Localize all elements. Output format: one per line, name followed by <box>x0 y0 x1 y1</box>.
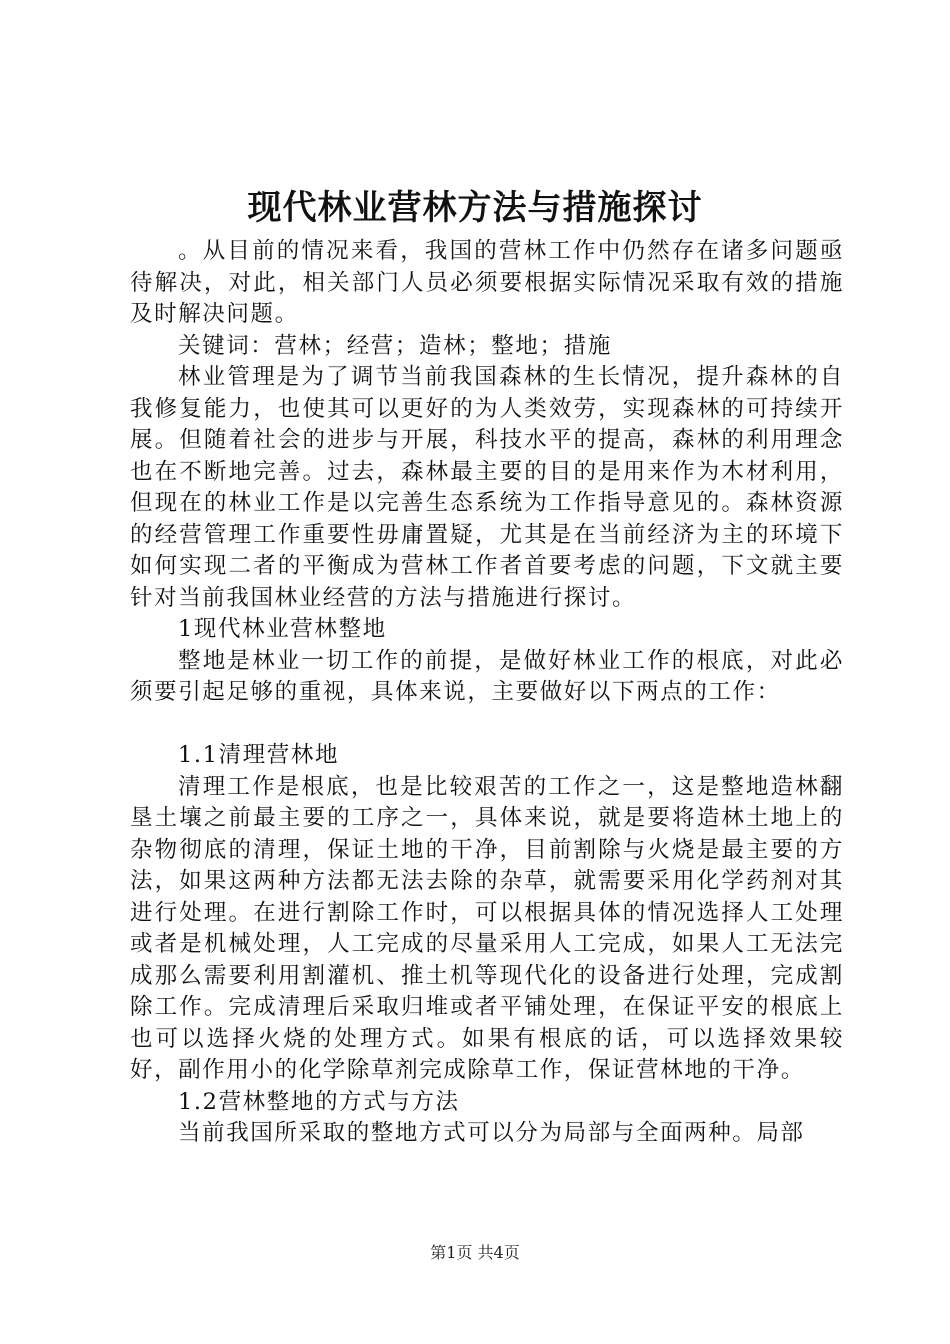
blank-line <box>130 709 844 741</box>
keywords-line: 关键词：营林；经营；造林；整地；措施 <box>178 332 612 359</box>
section-heading-1-2: 1.2营林整地的方式与方法 <box>178 1088 460 1115</box>
section-heading-1-1: 1.1清理营林地 <box>178 742 340 768</box>
page-number-footer: 第1页 共4页 <box>430 1243 520 1262</box>
section-1-paragraph: 整地是林业一切工作的前提，是做好林业工作的根底，对此必须要引起足够的重视，具体来说，主要做好以下两点的工作： <box>130 647 844 705</box>
section-heading-1: 1现代林业营林整地 <box>178 616 387 642</box>
section-1-2-paragraph: 当前我国所采取的整地方式可以分为局部与全面两种。局部 <box>178 1120 805 1146</box>
section-1-1-paragraph: 清理工作是根底，也是比较艰苦的工作之一，这是整地造林翻垦土壤之前最主要的工序之一，具体来说，就是要将造林土地上的杂物彻底的清理，保证土地的干净，目前割除与火烧是最主要的方法，如果这两种方法都无法去除的杂草，就需要采用化学药剂对其进行处理。在进行割除工作时，可以根据具体的情况选择人工处理或者是机械处理，人工完成的尽量采用人工完成，如果人工无法完成那么需要利用割灌机、推土机等现代化的设备进行处理，完成割除工作。完成清理后采取归堆或者平铺处理，在保证平安的根底上也可以选择火烧的处理方式。如果有根底的话，可以选择效果较好，副作用小的化学除草剂完成除草工作，保证营林地的干净。 <box>130 773 844 1083</box>
document-title: 现代林业营林方法与措施探讨 <box>247 188 703 228</box>
intro-paragraph: 。从目前的情况来看，我国的营林工作中仍然存在诸多问题亟待解决，对此，相关部门人员必须要根据实际情况采取有效的措施及时解决问题。 <box>130 238 844 327</box>
document-body <box>130 236 844 1150</box>
background-paragraph: 林业管理是为了调节当前我国森林的生长情况，提升森林的自我修复能力，也使其可以更好的为人类效劳，实现森林的可持续开展。但随着社会的进步与开展，科技水平的提高，森林的利用理念也在不断地完善。过去，森林最主要的目的是用来作为木材利用，但现在的林业工作是以完善生态系统为工作指导意见的。森林资源的经营管理工作重要性毋庸置疑，尤其是在当前经济为主的环境下如何实现二者的平衡成为营林工作者首要考虑的问题，下文就主要针对当前我国林业经营的方法与措施进行探讨。 <box>130 364 844 611</box>
